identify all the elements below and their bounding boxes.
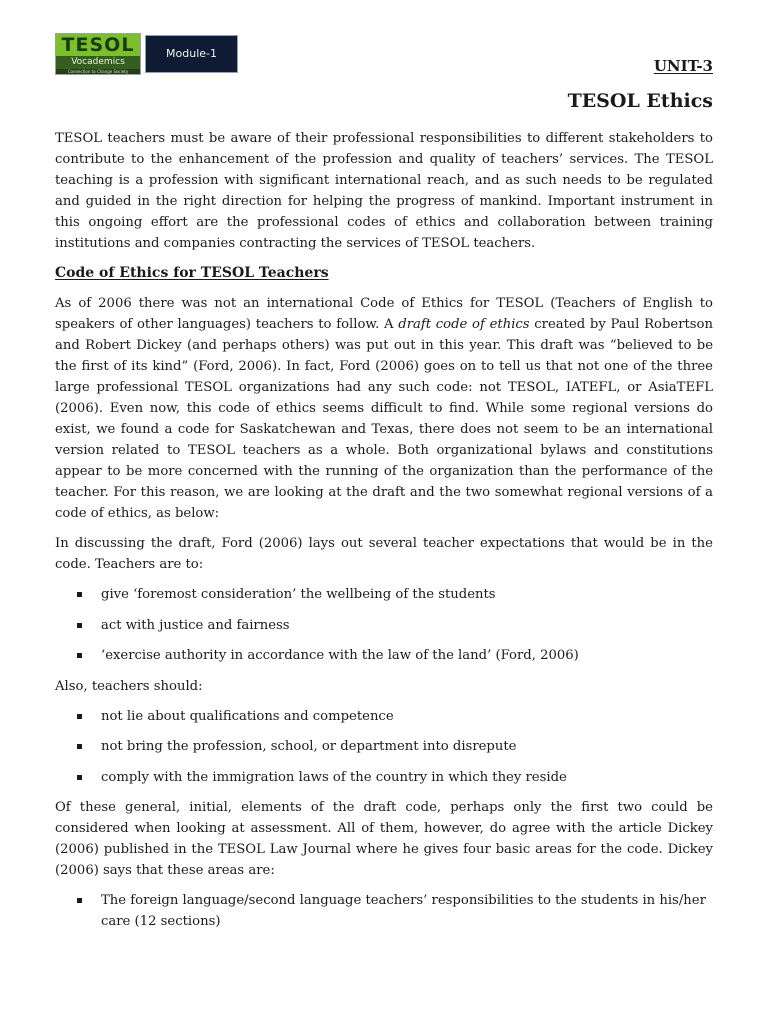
logo-text-main: TESOL [56, 34, 140, 56]
module-badge: Module-1 [145, 35, 238, 73]
document-body [55, 128, 713, 942]
page-title: TESOL Ethics [567, 90, 713, 112]
list-item: give ‘foremost consideration’ the wellbeing of the students [55, 584, 713, 605]
page-header [55, 33, 713, 123]
paragraph-teachers-should: Also, teachers should: [55, 678, 203, 694]
list-item: act with justice and fairness [55, 615, 713, 636]
list-item: not lie about qualifications and competence [55, 706, 713, 727]
intro-paragraph: TESOL teachers must be aware of their professional responsibilities to different stakeholders to contribute to the enhancement of the profession and quality of teachers’ services. The TESOL teaching is a profession with significant international reach, and as such needs to be regulated and guided in the right direction for helping the progress of mankind. Important instrument in this ongoing effort are the professional codes of ethics and collaboration between training institutions and companies contracting the services of TESOL teachers. [55, 131, 713, 251]
paragraph-draft-code [55, 293, 713, 524]
bullet-list-should [55, 706, 713, 788]
paragraph-text: As of 2006 there was not an international Code of Ethics for TESOL (Teachers of English to speakers of other languages) teachers to follow. A [55, 296, 713, 332]
logo-text-sub: Vocademics [56, 56, 140, 69]
list-item: The foreign language/second language teachers’ responsibilities to the students in his/her care (12 sections) [55, 890, 713, 932]
unit-label: UNIT-3 [653, 57, 713, 75]
logo-tagline: Connection to Change Society [56, 69, 140, 74]
bullet-list-expectations [55, 584, 713, 666]
paragraph-teachers-are-to: In discussing the draft, Ford (2006) lays out several teacher expectations that would be in the code. Teachers are to: [55, 536, 713, 572]
list-item: not bring the profession, school, or department into disrepute [55, 736, 713, 757]
bullet-list-areas [55, 890, 713, 932]
italic-term: draft code of ethics [398, 317, 530, 332]
list-item: comply with the immigration laws of the country in which they reside [55, 767, 713, 788]
tesol-vocademics-logo [55, 33, 141, 75]
paragraph-text: created by Paul Robertson and Robert Dickey (and perhaps others) was put out in this year. This draft was “believed to be the first of its kind” (Ford, 2006). In fact, Ford (2006) goes on to tell us that not one of the three large professional TESOL organizations had any such code: not TESOL, IATEFL, or AsiaTEFL (2006). Even now, this code of ethics seems difficult to find. While some regional versions do exist, we found a code for Saskatchewan and Texas, there does not seem to be an international version related to TESOL teachers as a whole. Both organizational bylaws and constitutions appear to be more concerned with the running of the organization than the performance of the teacher. For this reason, we are looking at the draft and the two somewhat regional versions of a code of ethics, as below: [55, 317, 713, 521]
paragraph-assessment: Of these general, initial, elements of the draft code, perhaps only the first two could be considered when looking at assessment. All of them, however, do agree with the article Dickey (2006) published in the TESOL Law Journal where he gives four basic areas for the code. Dickey (2006) says that these areas are: [55, 800, 713, 878]
section-heading: Code of Ethics for TESOL Teachers [55, 265, 329, 281]
list-item: ‘exercise authority in accordance with the law of the land’ (Ford, 2006) [55, 645, 713, 666]
